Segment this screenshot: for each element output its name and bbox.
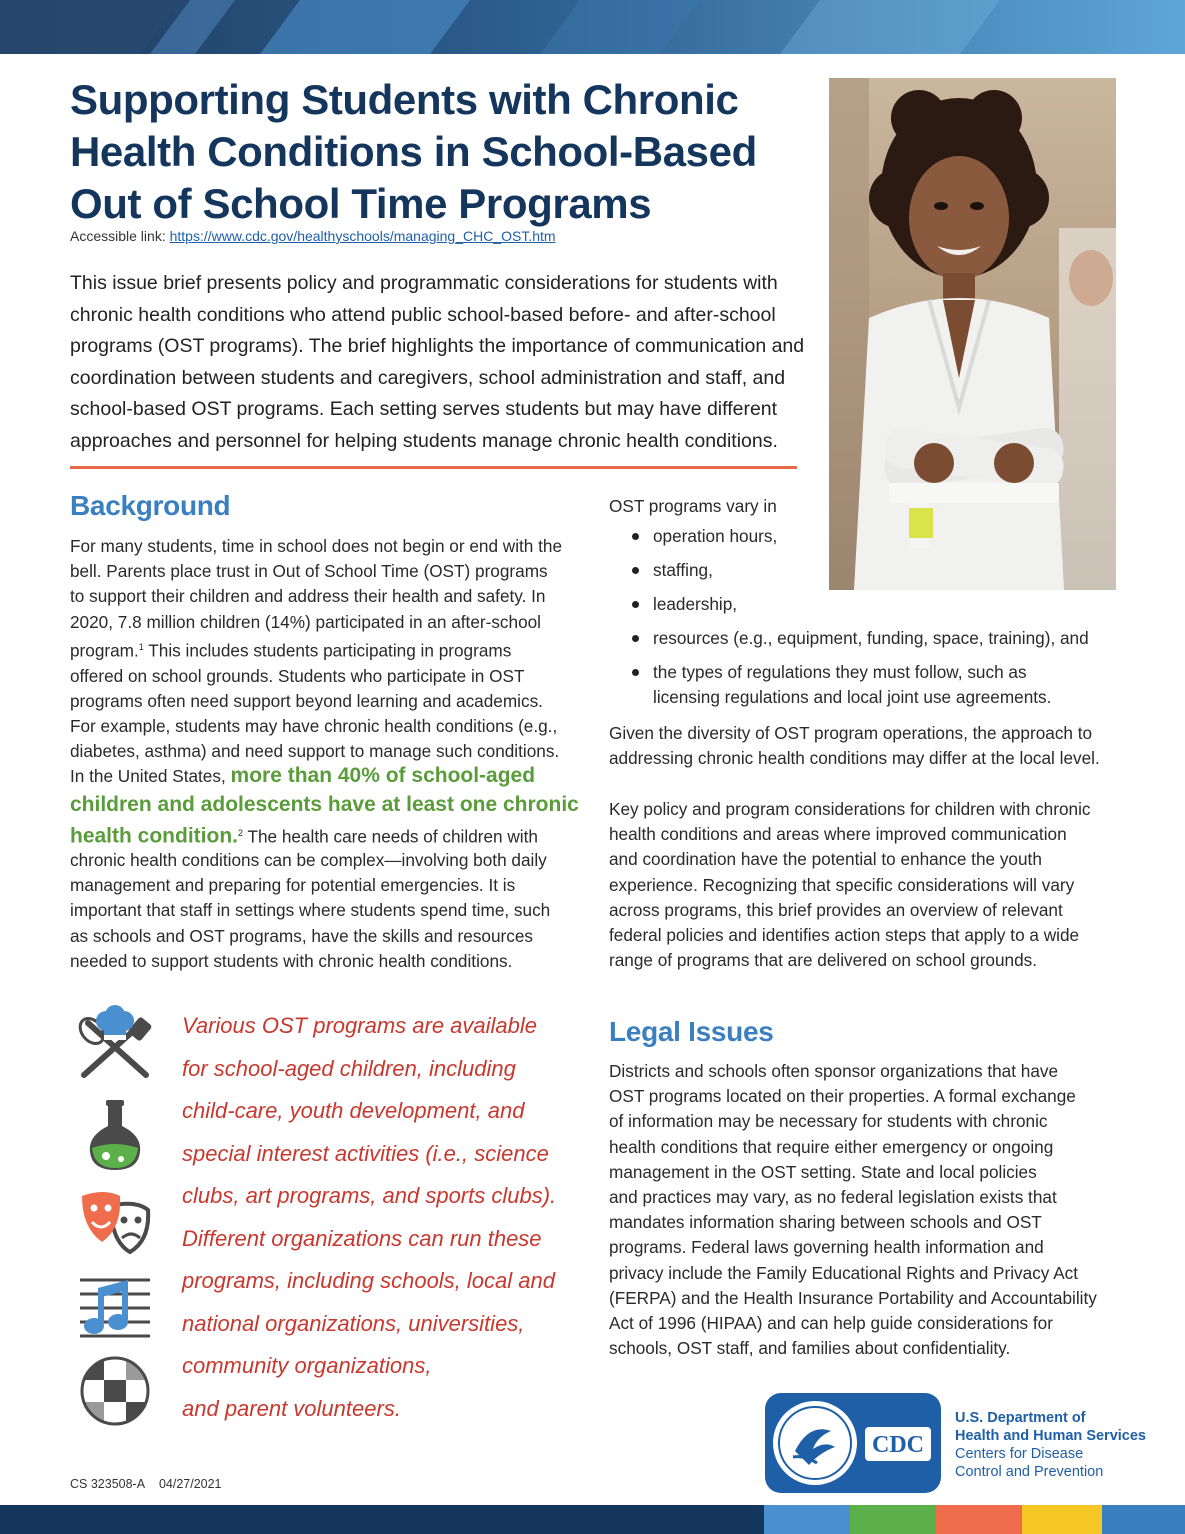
highlight-text: children and adolescents have at least one chronic: [70, 792, 579, 816]
intro-line: programs (OST programs). The brief highlights the importance of communication and: [70, 335, 805, 357]
key-line: Key policy and program considerations for children with chronic: [609, 799, 1091, 819]
background-line: offered on school grounds. Students who participate in OST: [70, 665, 525, 686]
footer-stripe: [850, 1505, 936, 1534]
hhs-line: Health and Human Services: [955, 1428, 1146, 1444]
legal-heading: Legal Issues: [609, 1016, 774, 1047]
footer-stripe: [1102, 1505, 1185, 1534]
footer-stripe: [936, 1505, 1022, 1534]
list-item: [628, 524, 1089, 549]
title-line: Health Conditions in School-Based: [70, 128, 757, 175]
background-text: This includes students participating in programs: [143, 640, 512, 661]
title-line: Out of School Time Programs: [70, 180, 652, 227]
callout-line: programs, including schools, local and: [182, 1268, 555, 1293]
science-flask-icon: [76, 1096, 154, 1174]
page-title: [70, 74, 810, 230]
legal-line: mandates information sharing between schools and OST: [609, 1212, 1042, 1233]
key-line: across programs, this brief provides an overview of relevant: [609, 899, 1063, 920]
accessible-link[interactable]: https://www.cdc.gov/healthyschools/managing_CHC_OST.htm: [169, 228, 556, 244]
list-item: [628, 592, 1089, 617]
highlight-text: more than 40% of school-aged: [230, 764, 536, 787]
footer-stripe: [764, 1505, 850, 1534]
bullet-icon: [632, 567, 639, 574]
background-line: important that staff in settings where students spend time, such: [70, 900, 551, 921]
header-band: [0, 0, 1185, 54]
legal-line: and practices may vary, as no federal legislation exists that: [609, 1187, 1057, 1208]
bullet-icon: [632, 669, 639, 676]
list-item: [628, 558, 1089, 583]
background-line: bell. Parents place trust in Out of School Time (OST) programs: [70, 561, 548, 582]
callout-line: clubs, art programs, and sports clubs).: [182, 1183, 557, 1208]
highlight-line: [70, 819, 590, 851]
background-paragraph-cont: [70, 848, 590, 974]
background-text: The health care needs of children with: [243, 826, 538, 847]
background-line: [70, 635, 590, 664]
intro-line: approaches and personnel for helping students manage chronic health conditions.: [70, 429, 778, 452]
background-line: 2020, 7.8 million children (14%) participated in an after-school: [70, 611, 542, 632]
footnote-ref: 2: [238, 828, 244, 838]
list-item-text: licensing regulations and local joint use agreements.: [653, 687, 1052, 707]
highlight-line: [70, 762, 590, 791]
legal-line: OST programs located on their properties. A formal exchange: [609, 1086, 1076, 1107]
legal-line: of information may be necessary for students with chronic: [609, 1111, 1048, 1132]
legal-line: management in the OST setting. State and local policies: [609, 1161, 1037, 1182]
music-notes-icon: [76, 1270, 154, 1348]
legal-paragraph: [609, 1059, 1129, 1361]
sports-ball-icon: [76, 1352, 154, 1430]
list-item-text: the types of regulations they must follow, such as: [653, 662, 1027, 682]
callout-line: child-care, youth development, and: [182, 1098, 525, 1123]
legal-line: Act of 1996 (HIPAA) and can help guide considerations for: [609, 1313, 1053, 1334]
list-item-text: staffing,: [653, 560, 713, 580]
callout-line: national organizations, universities,: [182, 1310, 525, 1336]
background-line: needed to support students with chronic health conditions.: [70, 950, 513, 971]
list-item: [628, 660, 1089, 710]
key-line: experience. Recognizing that specific considerations will vary: [609, 874, 1075, 895]
section-divider: [70, 466, 797, 469]
highlight-paragraph: [70, 762, 590, 851]
background-heading: Background: [70, 490, 231, 521]
callout-line: community organizations,: [182, 1353, 432, 1378]
background-line: For example, students may have chronic health conditions (e.g.,: [70, 716, 558, 737]
programs-callout: [182, 1005, 556, 1430]
background-text: program.: [70, 640, 139, 661]
cdc-line: Centers for Disease: [955, 1446, 1084, 1462]
legal-line: health conditions that require either emergency or ongoing: [609, 1136, 1054, 1157]
list-item-text: resources (e.g., equipment, funding, space, training), and: [653, 628, 1089, 648]
intro-line: coordination between students and caregivers, school administration and staff, and: [70, 366, 786, 389]
ost-lead: OST programs vary in: [609, 496, 777, 516]
key-considerations-paragraph: [609, 797, 1129, 973]
background-line: to support their children and address their health and safety. In: [70, 586, 546, 607]
list-item-text: operation hours,: [653, 526, 778, 546]
footer-stripe: [1022, 1505, 1102, 1534]
background-line: For many students, time in school does not begin or end with the: [70, 536, 563, 556]
background-line: diabetes, asthma) and need support to manage such conditions.: [70, 741, 560, 762]
cdc-line: Control and Prevention: [955, 1464, 1104, 1480]
background-paragraph: [70, 534, 590, 765]
intro-line: This issue brief presents policy and programmatic considerations for students with: [70, 272, 778, 294]
key-line: health conditions and areas where improved communication: [609, 824, 1067, 845]
hhs-line: U.S. Department of: [955, 1410, 1086, 1426]
highlight-text: health condition.: [70, 824, 238, 848]
intro-line: chronic health conditions who attend public school-based before- and after-school: [70, 303, 776, 326]
background-text: In the United States,: [70, 766, 231, 786]
background-line: management and preparing for potential emergencies. It is: [70, 875, 516, 896]
callout-line: Different organizations can run these: [182, 1225, 542, 1251]
chef-utensils-icon: [76, 1005, 154, 1083]
bullet-icon: [632, 601, 639, 608]
title-line: Supporting Students with Chronic: [70, 76, 739, 123]
legal-line: (FERPA) and the Health Insurance Portability and Accountability: [609, 1287, 1097, 1308]
bullet-icon: [632, 533, 639, 540]
background-line: programs often need support beyond learning and academics.: [70, 690, 543, 711]
callout-line: special interest activities (i.e., science: [182, 1140, 549, 1166]
ost-list: [628, 524, 1089, 719]
key-line: federal policies and identifies action steps that apply to a wide: [609, 925, 1080, 946]
bullet-icon: [632, 635, 639, 642]
given-line: Given the diversity of OST program operations, the approach to: [609, 723, 1093, 743]
document-code: CS 323508-A 04/27/2021: [70, 1477, 222, 1491]
callout-line: Various OST programs are available: [182, 1013, 538, 1038]
list-item: [628, 626, 1089, 651]
legal-line: schools, OST staff, and families about confidentiality.: [609, 1338, 1011, 1359]
callout-line: and parent volunteers.: [182, 1395, 401, 1421]
cdc-logo-text: CDC: [872, 1432, 924, 1458]
intro-paragraph: [70, 268, 820, 457]
given-paragraph: [609, 721, 1129, 771]
hhs-cdc-logo: [765, 1393, 941, 1493]
intro-line: school-based OST programs. Each setting serves students but may have different: [70, 398, 778, 420]
footnote-ref: 1: [138, 641, 144, 652]
legal-line: privacy include the Family Educational Rights and Privacy Act: [609, 1262, 1079, 1283]
legal-line: Districts and schools often sponsor organizations that have: [609, 1061, 1059, 1081]
student-photo: [829, 78, 1116, 590]
list-item-text: leadership,: [653, 594, 738, 614]
legal-line: programs. Federal laws governing health information and: [609, 1237, 1044, 1258]
accessible-link-row: [70, 228, 556, 244]
accessible-link-label: Accessible link:: [70, 228, 166, 244]
background-line: as schools and OST programs, have the skills and resources: [70, 925, 534, 946]
given-line: addressing chronic health conditions may differ at the local level.: [609, 748, 1100, 769]
callout-line: for school-aged children, including: [182, 1055, 516, 1081]
theater-masks-icon: [76, 1184, 154, 1262]
key-line: and coordination have the potential to enhance the youth: [609, 849, 1042, 870]
hhs-text: [955, 1409, 1146, 1481]
background-line: chronic health conditions can be complex—involving both daily: [70, 850, 547, 870]
key-line: range of programs that are delivered on school grounds.: [609, 950, 1038, 971]
